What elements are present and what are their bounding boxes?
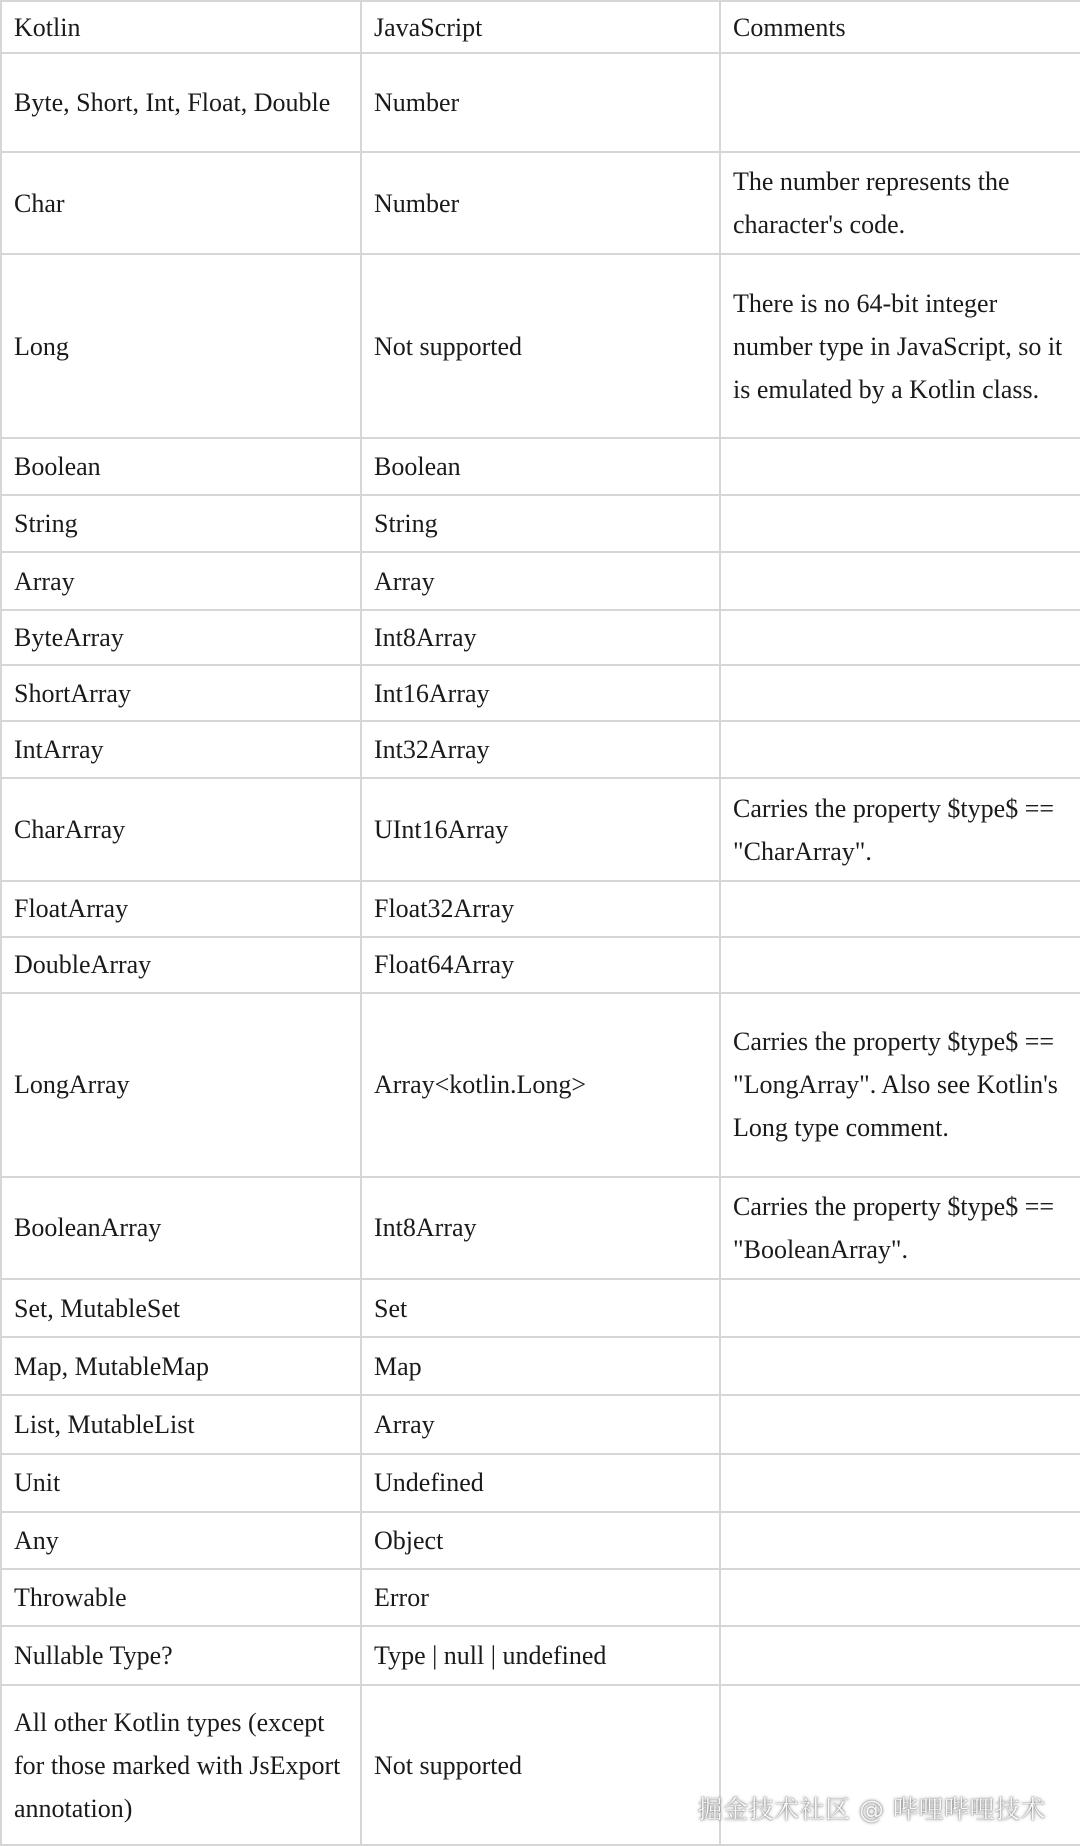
kotlin-type-cell: Array (1, 552, 361, 609)
kotlin-type-cell: List, MutableList (1, 1395, 361, 1453)
comment-cell (720, 721, 1080, 778)
table-row (1, 778, 1080, 880)
kotlin-type-cell: Char (1, 152, 361, 254)
watermark: 掘金技术社区 @ 哔哩哔哩技术 (697, 1795, 1046, 1824)
comment-cell (720, 1569, 1080, 1626)
js-type-cell: Type | null | undefined (361, 1626, 720, 1685)
comment-cell: Carries the property $type$ == "CharArray". (720, 778, 1080, 880)
table-row (1, 721, 1080, 778)
comment-cell: Carries the property $type$ == "BooleanArray". (720, 1177, 1080, 1279)
comment-cell (720, 495, 1080, 552)
js-type-cell: Number (361, 53, 720, 152)
comment-cell (720, 1337, 1080, 1395)
kotlin-type-cell: Map, MutableMap (1, 1337, 361, 1395)
kotlin-type-cell: String (1, 495, 361, 552)
js-type-cell: Int8Array (361, 610, 720, 666)
kotlin-type-cell: LongArray (1, 993, 361, 1177)
table-row (1, 1337, 1080, 1395)
kotlin-type-cell: ShortArray (1, 665, 361, 721)
table-row (1, 610, 1080, 666)
js-type-cell: Array<kotlin.Long> (361, 993, 720, 1177)
table-row (1, 937, 1080, 993)
comment-cell (720, 665, 1080, 721)
table-row (1, 1279, 1080, 1337)
kotlin-type-cell: Any (1, 1512, 361, 1569)
table-row (1, 1512, 1080, 1569)
kotlin-type-cell: Long (1, 254, 361, 438)
comment-cell (720, 1626, 1080, 1685)
table-row (1, 993, 1080, 1177)
comment-cell (720, 1512, 1080, 1569)
js-type-cell: Array (361, 552, 720, 609)
header-kotlin: Kotlin (1, 1, 361, 53)
comment-cell (720, 937, 1080, 993)
js-type-cell: Set (361, 1279, 720, 1337)
table-row (1, 438, 1080, 495)
comment-cell (720, 1279, 1080, 1337)
table-row (1, 1395, 1080, 1453)
table-row (1, 495, 1080, 552)
comment-cell: The number represents the character's code. (720, 152, 1080, 254)
kotlin-type-cell: IntArray (1, 721, 361, 778)
header-javascript: JavaScript (361, 1, 720, 53)
kotlin-type-cell: CharArray (1, 778, 361, 880)
js-type-cell: Number (361, 152, 720, 254)
header-comments: Comments (720, 1, 1080, 53)
comment-cell (720, 610, 1080, 666)
comment-cell (720, 1395, 1080, 1453)
comment-cell (720, 552, 1080, 609)
table-row (1, 152, 1080, 254)
kotlin-type-cell: Boolean (1, 438, 361, 495)
js-type-cell: Int32Array (361, 721, 720, 778)
js-type-cell: Int16Array (361, 665, 720, 721)
kotlin-type-cell: Throwable (1, 1569, 361, 1626)
js-type-cell: Float32Array (361, 881, 720, 937)
table-row (1, 881, 1080, 937)
js-type-cell: Map (361, 1337, 720, 1395)
kotlin-type-cell: ByteArray (1, 610, 361, 666)
table-row (1, 552, 1080, 609)
table-row (1, 1454, 1080, 1512)
js-type-cell: Not supported (361, 1685, 720, 1845)
comment-cell (720, 1454, 1080, 1512)
js-type-cell: Array (361, 1395, 720, 1453)
js-type-cell: Int8Array (361, 1177, 720, 1279)
comment-cell (720, 53, 1080, 152)
js-type-cell: Object (361, 1512, 720, 1569)
js-type-cell: UInt16Array (361, 778, 720, 880)
kotlin-type-cell: Nullable Type? (1, 1626, 361, 1685)
comment-cell: Carries the property $type$ == "LongArray". Also see Kotlin's Long type comment. (720, 993, 1080, 1177)
table-row (1, 53, 1080, 152)
table-row (1, 1569, 1080, 1626)
js-type-cell: Error (361, 1569, 720, 1626)
js-type-cell: Boolean (361, 438, 720, 495)
js-type-cell: Not supported (361, 254, 720, 438)
table-row (1, 665, 1080, 721)
kotlin-type-cell: Set, MutableSet (1, 1279, 361, 1337)
kotlin-type-cell: FloatArray (1, 881, 361, 937)
js-type-cell: Undefined (361, 1454, 720, 1512)
js-type-cell: Float64Array (361, 937, 720, 993)
kotlin-type-cell: Byte, Short, Int, Float, Double (1, 53, 361, 152)
table-row (1, 1626, 1080, 1685)
js-type-cell: String (361, 495, 720, 552)
kotlin-type-cell: DoubleArray (1, 937, 361, 993)
comment-cell (720, 881, 1080, 937)
table-row (1, 254, 1080, 438)
kotlin-type-cell: All other Kotlin types (except for those marked with JsExport annotation) (1, 1685, 361, 1845)
header-row (1, 1, 1080, 53)
comment-cell: There is no 64-bit integer number type in JavaScript, so it is emulated by a Kotlin class. (720, 254, 1080, 438)
kotlin-type-cell: Unit (1, 1454, 361, 1512)
table-row (1, 1177, 1080, 1279)
kotlin-type-cell: BooleanArray (1, 1177, 361, 1279)
comment-cell (720, 438, 1080, 495)
